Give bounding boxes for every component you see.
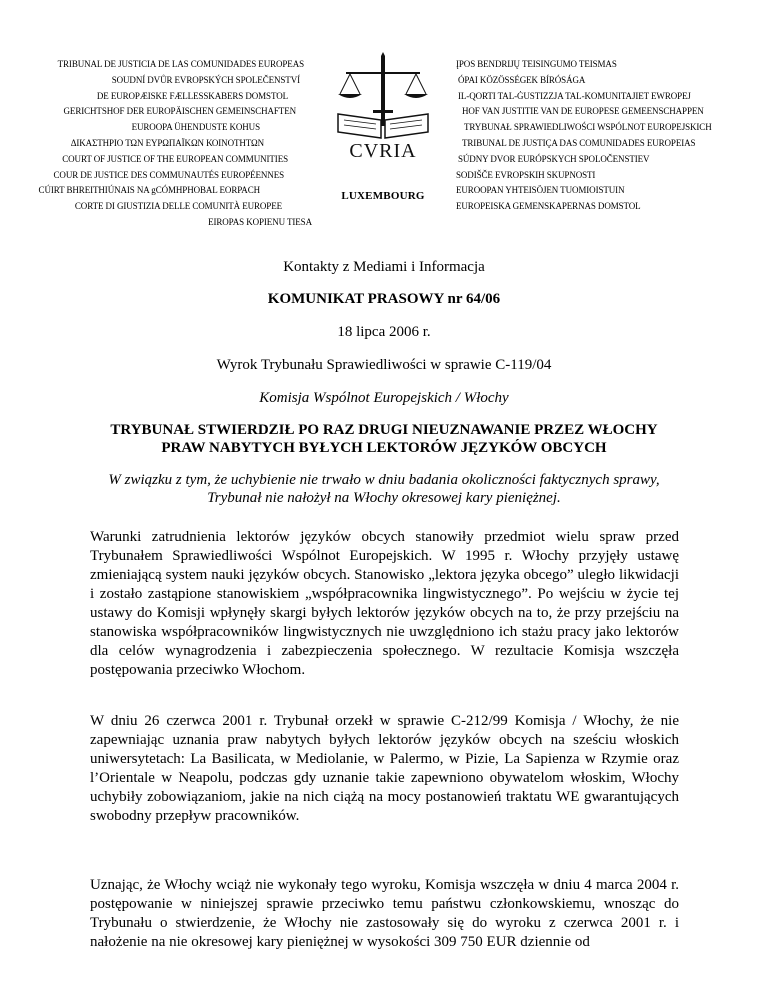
court-name: SOUDNÍ DVŮR EVROPSKÝCH SPOLEČENSTVÍ [111,74,300,85]
emblem-wordmark: CVRIA [349,140,417,162]
summary-line-2: Trybunał nie nałożył na Włochy okresowej kary pieniężnej. [207,490,561,506]
court-name: ÓPAI KÖZÖSSÉGEK BÍRÓSÁGA [458,74,586,85]
court-name: EUROPEISKA GEMENSKAPERNAS DOMSTOL [456,201,641,212]
court-name: ĮPOS BENDRIJŲ TEISINGUMO TEISMAS [456,59,617,69]
body-paragraph: Warunki zatrudnienia lektorów języków obcych stanowiły przedmiot wielu spraw przed Trybunałem Sprawiedliwości Wspólnot Europejskich. W 1995 r. Włochy przyjęły ustawę zmieniającą system nauki języków obcych. Stanowisko „lektora języka obcego” uległo likwidacji i zostało zastąpione stanowiskiem „współpracownika lingwistycznego”. Po wejściu w życie tej ustawy do Komisji wpłynęły skargi byłych lektorów języków obcych na to, że przy przejściu na stanowiska współpracowników lingwistycznych nie uwzględniono ich stażu pracy jako lektorów dla celów wynagrodzenia i zabezpieczenia społecznego. W rezultacie Komisja wszczęła postępowania przeciwko Włochom. [90,529,679,678]
court-name: HOF VAN JUSTITIE VAN DE EUROPESE GEMEENSCHAPPEN [462,106,704,117]
department-name: Kontakty z Mediami i Informacja [283,259,485,275]
court-name: GERICHTSHOF DER EUROPÄISCHEN GEMEINSCHAFTEN [63,106,296,117]
headline-line-2: PRAW NABYTYCH BYŁYCH LEKTORÓW JĘZYKÓW OBCYCH [161,440,607,456]
court-name: EUROOPA ÜHENDUSTE KOHUS [131,122,260,133]
press-release-number: KOMUNIKAT PRASOWY nr 64/06 [267,291,501,307]
court-name: EIROPAS KOPIENU TIESA [208,216,312,227]
court-name: COURT OF JUSTICE OF THE EUROPEAN COMMUNITIES [62,153,288,164]
body-paragraph: Uznając, że Włochy wciąż nie wykonały tego wyroku, Komisja wszczęła w dniu 4 marca 2004 r. postępowanie w niniejszej sprawie przeciwko temu państwu członkowskiemu, wnosząc do Trybunału o stwierdzenie, że Włochy nie zastosowały się do wyroku z czerwca 2001 r. i nałożenie na nie okresowej kary pieniężnej w wysokości 309 750 EUR dziennie od [90,877,679,950]
court-name: DE EUROPÆISKE FÆLLESSKABERS DOMSTOL [96,90,288,101]
court-name: SÚDNY DVOR EURÓPSKYCH SPOLOČENSTIEV [458,153,650,164]
city-name: LUXEMBOURG [341,190,425,202]
court-name: TRYBUNAŁ SPRAWIEDLIWOŚCI WSPÓLNOT EUROPEJSKICH [464,122,712,133]
judgment-reference: Wyrok Trybunału Sprawiedliwości w sprawie C-119/04 [216,357,552,373]
headline-line-1: TRYBUNAŁ STWIERDZIŁ PO RAZ DRUGI NIEUZNAWANIE PRZEZ WŁOCHY [110,422,658,438]
court-names-left [39,57,312,231]
court-name: CÚIRT BHREITHIÚNAIS NA gCÓMHPHOBAL EORPACH [38,185,260,196]
body-paragraph: W dniu 26 czerwca 2001 r. Trybunał orzekł w sprawie C-212/99 Komisja / Włochy, że nie zapewniając uznania praw nabytych byłych lektorów języków obcych na sześciu włoskich uniwersytetach: La Basilicata, w Mediolanie, w Palermo, w Pizie, La Sapienza w Rzymie oraz l’Orientale w Neapolu, podczas gdy uznanie takie zapewniono obywatelom włoskim, Włochy uchybiły zobowiązaniom, jakie na nich ciążą na mocy postanowień traktatu WE gwarantujących swobodny przepływ pracowników. [90,713,679,824]
court-names-right [456,57,712,215]
court-name: ΔΙΚΑΣΤΗΡΙΟ ΤΩΝ ΕΥΡΩΠΑΪΚΩΝ ΚΟΙΝΟΤΗΤΩΝ [70,137,264,148]
court-name: TRIBUNAL DE JUSTICIA DE LAS COMUNIDADES EUROPEAS [57,59,304,69]
court-name: IL-QORTI TAL-ĠUSTIZZJA TAL-KOMUNITAJIET EWROPEJ [458,90,691,101]
summary-line-1: W związku z tym, że uchybienie nie trwało w dniu badania okoliczności faktycznych sprawy, [108,472,660,488]
court-name: SODIŠČE EVROPSKIH SKUPNOSTI [456,169,596,180]
letterhead [0,0,768,230]
court-name: CORTE DI GIUSTIZIA DELLE COMUNITÀ EUROPEE [74,201,282,212]
case-parties: Komisja Wspólnot Europejskich / Włochy [259,390,509,406]
court-name: EUROOPAN YHTEISÖJEN TUOMIOISTUIN [456,185,625,196]
release-date: 18 lipca 2006 r. [337,324,431,340]
court-name: TRIBUNAL DE JUSTIÇA DAS COMUNIDADES EUROPEIAS [462,137,696,148]
court-name: COUR DE JUSTICE DES COMMUNAUTÉS EUROPÉENNES [53,169,284,180]
